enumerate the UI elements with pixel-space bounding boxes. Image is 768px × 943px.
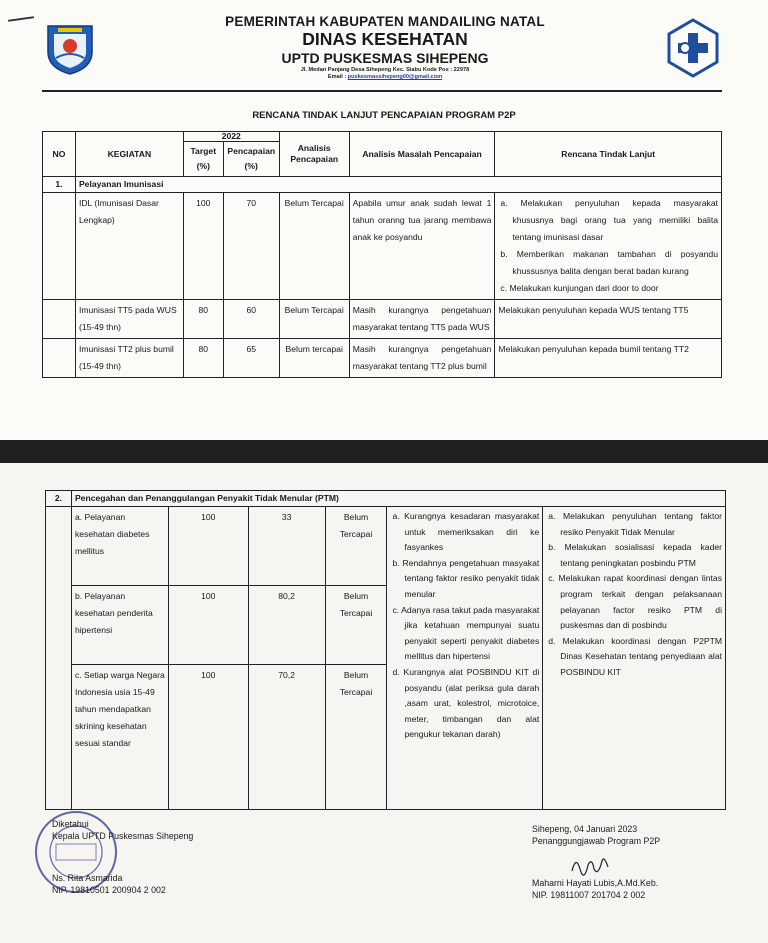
rtl-table-page1 xyxy=(42,131,722,378)
row-pencapaian: 65 xyxy=(223,339,279,378)
rtl-table-page2 xyxy=(45,490,726,810)
table-row xyxy=(43,339,722,378)
table-row xyxy=(43,193,722,300)
rtl-item: a. Melakukan penyuluhan tentang faktor resiko Penyakit Tidak Menular xyxy=(548,511,722,537)
known-by-label: Diketahui xyxy=(52,819,89,829)
signature-left xyxy=(52,818,193,896)
row-masalah: Apabila umur anak sudah lewat 1 tahun oranng tua jarang membawa anak ke posyandu xyxy=(349,193,495,300)
row-analisis: Belum Tercapai xyxy=(279,300,349,339)
row-kegiatan: a. Pelayanan kesehatan diabetes mellitus xyxy=(71,507,168,586)
row-no xyxy=(46,507,72,810)
puskesmas-logo-icon xyxy=(666,18,720,78)
row-rtl: Melakukan penyuluhan kepada bumil tentang TT2 xyxy=(495,339,722,378)
responsible-title: Penanggungjawab Program P2P xyxy=(532,836,661,846)
row-target: 100 xyxy=(168,586,248,665)
header-kegiatan: KEGIATAN xyxy=(75,132,183,177)
signature-date: Sihepeng, 04 Januari 2023 xyxy=(532,824,638,834)
section-number: 2. xyxy=(46,491,72,507)
header-no: NO xyxy=(43,132,76,177)
row-kegiatan: Imunisasi TT2 plus bumil (15-49 thn) xyxy=(75,339,183,378)
masalah-item: b. Rendahnya pengetahuan masyakat tentang faktor resiko penyakit tidak menular xyxy=(392,557,540,599)
row-masalah: Masih kurangnya pengetahuan masyarakat tentang TT5 pada WUS xyxy=(349,300,495,339)
page-1 xyxy=(0,0,768,440)
row-no xyxy=(43,193,76,300)
row-target: 80 xyxy=(183,339,223,378)
row-masalah xyxy=(387,507,543,810)
letterhead-government: PEMERINTAH KABUPATEN MANDAILING NATAL xyxy=(225,14,545,29)
row-analisis: Belum Tercapai xyxy=(279,193,349,300)
rtl-item: c. Melakukan rapat koordinasi dengan lintas program terkait dengan pelaksanaan pelayanan factor resiko PTM di puskesmas dan di posbindu xyxy=(548,573,722,631)
row-kegiatan: c. Setiap warga Negara Indonesia usia 15-49 tahun mendapatkan skrining kesehatan sesuai standar xyxy=(71,665,168,810)
header-pencapaian xyxy=(223,142,279,177)
row-target: 100 xyxy=(183,193,223,300)
row-pencapaian: 33 xyxy=(248,507,325,586)
row-pencapaian: 80,2 xyxy=(248,586,325,665)
row-analisis: Belum tercapai xyxy=(279,339,349,378)
head-title: Kepala UPTD Puskesmas Sihepeng xyxy=(52,831,194,841)
table-row xyxy=(46,507,726,586)
letterhead-department: DINAS KESEHATAN xyxy=(302,29,468,49)
row-target: 100 xyxy=(168,665,248,810)
letterhead-rule xyxy=(42,90,722,92)
masalah-item: c. Adanya rasa takut pada masyarakat jika ketahuan mempunyai suatu penyakit seperti penyakit diabetes mellitus dan hipertensi xyxy=(392,604,540,662)
row-kegiatan: IDL (Imunisasi Dasar Lengkap) xyxy=(75,193,183,300)
row-target: 80 xyxy=(183,300,223,339)
row-pencapaian: 70 xyxy=(223,193,279,300)
header-analisis: Analisis Pencapaian xyxy=(279,132,349,177)
email-label: Email : xyxy=(327,74,347,80)
page-2 xyxy=(0,463,768,943)
rtl-item: d. Melakukan koordinasi dengan P2PTM Dinas Kesehatan tentang penyediaan alat POSBINDU KIT xyxy=(548,635,722,677)
row-pencapaian: 60 xyxy=(223,300,279,339)
row-analisis: Belum Tercapai xyxy=(325,586,387,665)
table-row xyxy=(43,300,722,339)
row-analisis: Belum Tercapai xyxy=(325,665,387,810)
email-link[interactable]: puskesmassihepeng00@gmail.com xyxy=(347,74,443,80)
rtl-item: b. Melakukan sosialisasi kepada kader tentang peningkatan posbindu PTM xyxy=(548,542,722,568)
row-rtl xyxy=(543,507,726,810)
masalah-item: d. Kurangnya alat POSBINDU KIT di posyandu (alat periksa gula darah ,asam urat, kolestrol, microtoice, meter, timbangan dan alat pengukur tekanan darah) xyxy=(392,666,540,740)
row-pencapaian: 70,2 xyxy=(248,665,325,810)
pen-mark xyxy=(8,16,34,22)
rtl-item: a. Melakukan penyuluhan kepada masyarakat khususnya bagi orang tua yang memiliki balita tentang imunisasi dasar xyxy=(500,198,718,242)
section-number: 1. xyxy=(43,177,76,193)
row-kegiatan: b. Pelayanan kesehatan penderita hipertensi xyxy=(71,586,168,665)
header-year: 2022 xyxy=(183,132,279,142)
header-target xyxy=(183,142,223,177)
row-no xyxy=(43,339,76,378)
letterhead-email-line xyxy=(190,74,580,81)
header-rtl: Rencana Tindak Lanjut xyxy=(495,132,722,177)
responsible-name: Maharni Hayati Lubis,A.Md.Keb. xyxy=(532,878,659,888)
row-kegiatan: Imunisasi TT5 pada WUS (15-49 thn) xyxy=(75,300,183,339)
letterhead xyxy=(190,14,580,81)
rtl-item: b. Memberikan makanan tambahan di posyandu khussusnya balita dengan berat badan kurang xyxy=(500,249,718,276)
masalah-item: a. Kurangnya kesadaran masyarakat untuk memeriksakan diri ke fasyankes xyxy=(392,511,540,553)
row-analisis: Belum Tercapai xyxy=(325,507,387,586)
section-title: Pelayanan Imunisasi xyxy=(75,177,721,193)
letterhead-puskesmas: UPTD PUSKESMAS SIHEPENG xyxy=(281,50,489,66)
letterhead-address: Jl. Medan Panjang Desa Sihepeng Kec. Siabu Kode Pos : 22978 xyxy=(300,67,470,73)
header-pencapaian-unit: (%) xyxy=(244,161,258,171)
row-no xyxy=(43,300,76,339)
head-nip: NIP. 19810501 200904 2 002 xyxy=(52,885,166,895)
head-name: Ns. Rita Asmarida xyxy=(52,873,123,883)
header-analisis-masalah: Analisis Masalah Pencapaian xyxy=(349,132,495,177)
header-pencapaian-label: Pencapaian xyxy=(227,146,276,156)
responsible-nip: NIP. 19811007 201704 2 002 xyxy=(532,890,646,900)
row-masalah: Masih kurangnya pengetahuan masyarakat tentang TT2 plus bumil xyxy=(349,339,495,378)
header-target-unit: (%) xyxy=(196,161,210,171)
rtl-item: c. Melakukan kunjungan dari door to door xyxy=(500,283,659,293)
section-title: Pencegahan dan Penanggulangan Penyakit Tidak Menular (PTM) xyxy=(71,491,725,507)
row-rtl: Melakukan penyuluhan kepada WUS tentang TT5 xyxy=(495,300,722,339)
row-target: 100 xyxy=(168,507,248,586)
handwritten-signature-icon xyxy=(568,851,614,881)
document-title: RENCANA TINDAK LANJUT PENCAPAIAN PROGRAM P2P xyxy=(252,110,516,121)
row-rtl xyxy=(495,193,722,300)
header-target-label: Target xyxy=(190,146,217,156)
regency-emblem-icon xyxy=(44,22,96,76)
